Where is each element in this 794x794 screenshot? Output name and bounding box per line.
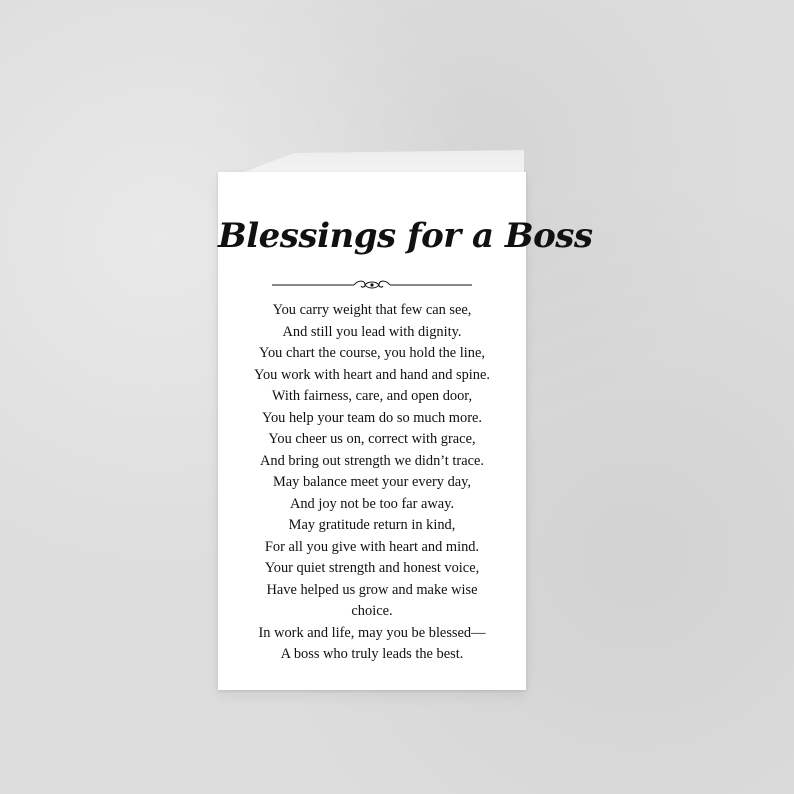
poem-line: And still you lead with dignity. <box>282 323 462 340</box>
poem-line: A boss who truly leads the best. <box>280 646 464 662</box>
poem-line: You work with heart and hand and spine. <box>254 366 490 383</box>
poem-line: And joy not be too far away. <box>289 495 455 512</box>
poem-line: Have helped us grow and make wise <box>266 581 478 598</box>
poem-line: In work and life, may you be blessed— <box>258 624 486 641</box>
poem-body <box>218 300 526 666</box>
poem-line: With fairness, care, and open door, <box>271 388 473 404</box>
poem-line: May gratitude return in kind, <box>288 517 456 533</box>
poem-line: And bring out strength we didn’t trace. <box>260 452 484 469</box>
poem-line: You carry weight that few can see, <box>272 302 472 318</box>
flourish-divider-icon <box>272 278 472 292</box>
poem-line: You cheer us on, correct with grace, <box>268 431 476 447</box>
poem-line: May balance meet your every day, <box>272 474 472 490</box>
poem-line: You help your team do so much more. <box>262 409 482 426</box>
poem-line: choice. <box>351 603 393 619</box>
card-title: Blessings for a Boss <box>218 216 593 256</box>
poem-line: For all you give with heart and mind. <box>264 538 480 555</box>
poem-line: Your quiet strength and honest voice, <box>264 560 480 576</box>
greeting-card <box>218 172 593 690</box>
poem-line: You chart the course, you hold the line, <box>259 345 485 361</box>
